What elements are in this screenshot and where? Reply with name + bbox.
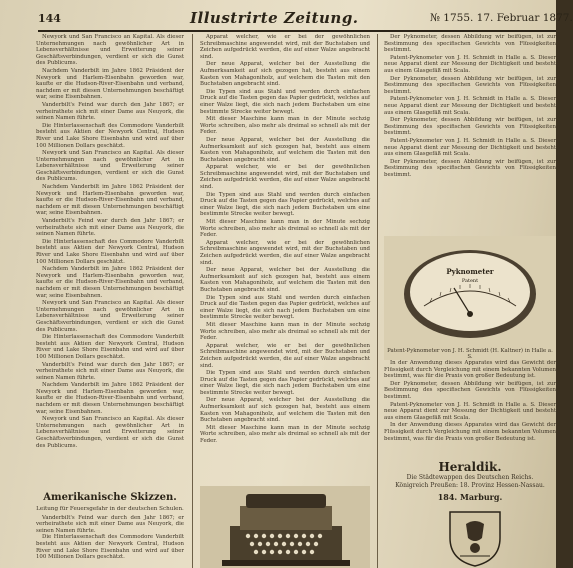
paragraph: Nachdem Vanderbilt im Jahre 1862 Präsident der Newyork und Harlem-Eisenbahn geworden war, kaufte er die Hudson-River-Eisenbahn und verband, nachdem er mit diesen Unternehmungen beschäftigt war, seine Eisenbahnen.	[36, 266, 184, 299]
column-1-section	[36, 490, 184, 568]
paragraph: Mit dieser Maschine kann man in der Minute sechzig Worte schreiben, also mehr als dreimal so schnell als mit der Feder.	[200, 116, 370, 136]
paragraph: Apparat welcher, wie er bei der gewöhnlichen Schreibmaschine angewendet wird, mit der Buchstaben und Zeichen aufgedrückt werden, die auf einer Walze angebracht sind.	[200, 239, 370, 266]
column-2	[200, 34, 370, 486]
paragraph: Apparat welcher, wie er bei der gewöhnlichen Schreibmaschine angewendet wird, mit der Buchstaben und Zeichen aufgedrückt werden, die auf einer Walze angebracht sind.	[200, 342, 370, 369]
paragraph: Der Pyknometer, dessen Abbildung wir beifügen, ist zur Bestimmung des specifischen Gewichts von Flüssigkeiten bestimmt.	[384, 117, 556, 137]
paragraph: Apparat welcher, wie er bei der gewöhnlichen Schreibmaschine angewendet wird, mit der Buchstaben und Zeichen aufgedrückt werden, die auf einer Walze angebracht sind.	[200, 164, 370, 191]
paragraph: Die Typen sind aus Stahl und werden durch einfachen Druck auf die Tasten gegen das Papier gedrückt, welches auf einer Walze liegt, die sich nach jedem Buchstaben um eine bestimmte Strecke weiter bewegt.	[200, 370, 370, 396]
section-subtitle: Leitung für Feuersgefahr in der deutschen Schulen.	[36, 506, 184, 512]
paragraph: Apparat welcher, wie er bei der gewöhnlichen Schreibmaschine angewendet wird, mit der Buchstaben und Zeichen aufgedrückt werden, die auf einer Walze angebracht sind.	[200, 34, 370, 60]
paragraph: Der Pyknometer, dessen Abbildung wir beifügen, ist zur Bestimmung des specifischen Gewichts von Flüssigkeiten bestimmt.	[384, 380, 556, 400]
masthead: Illustrirte Zeitung.	[190, 9, 359, 27]
paragraph: Die Typen sind aus Stahl und werden durch einfachen Druck auf die Tasten gegen das Papier gedrückt, welches auf einer Walze liegt, die sich nach jedem Buchstaben um eine bestimmte Strecke weiter bewegt.	[200, 88, 370, 115]
paragraph: Die Hinterlassenschaft des Commodore Vanderbilt besteht aus Aktien der Newyork Central, Hudson River und Lake Shore Eisenbahn und wird auf über 100 Millionen Dollars geschätzt.	[36, 122, 184, 149]
typewriter-illustration	[200, 486, 370, 568]
paragraph: Mit dieser Maschine kann man in der Minute sechzig Worte schreiben, also mehr als dreimal so schnell als mit der Feder.	[200, 424, 370, 445]
figure-label-top: Pyknometer	[446, 267, 494, 276]
paragraph: Die Hinterlassenschaft des Commodore Vanderbilt besteht aus Aktien der Newyork Central, Hudson River und Lake Shore Eisenbahn und wird auf über 100 Millionen Dollars geschätzt.	[36, 334, 184, 360]
paragraph: Nachdem Vanderbilt im Jahre 1862 Präsident der Newyork und Harlem-Eisenbahn geworden war, kaufte er die Hudson-River-Eisenbahn und verband, nachdem er mit diesen Unternehmungen beschäftigt war, seine Eisenbahnen.	[36, 382, 184, 415]
paragraph: Newyork und San Francisco an Kapital. Als dieser Unternehmungen nach gewöhnlicher Art in Lebensverhältnisse und Erweiterung seiner Geschäftsverbindungen, verdient er sich die Gunst des Publicums.	[36, 300, 184, 333]
coat-of-arms-illustration	[440, 508, 510, 568]
heraldik-entry: 184. Marburg.	[437, 492, 503, 502]
paragraph: Der Pyknometer, dessen Abbildung wir beifügen, ist zur Bestimmung des specifischen Gewichts von Flüssigkeiten bestimmt.	[384, 75, 556, 95]
figure-caption: Patent-Pyknometer von J. H. Schmidt (H. Kaltner) in Halle a. S.	[387, 348, 553, 360]
column-divider	[192, 34, 193, 568]
page-header	[38, 8, 573, 32]
paragraph: In der Anwendung dieses Apparates wird das Gewicht der Flüssigkeit durch Vergleichung mit einem bekannten Volumen bestimmt, was für die Praxis von großer Bedeutung ist.	[384, 422, 556, 442]
figure-label-bottom: Patent	[461, 278, 479, 284]
paragraph: Der neue Apparat, welcher bei der Ausstellung die Aufmerksamkeit auf sich gezogen hat, besteht aus einem Kasten von Mahagoniholz, auf welchem die Tasten mit den Buchstaben angebracht sind.	[200, 61, 370, 88]
paragraph: Newyork und San Francisco an Kapital. Als dieser Unternehmungen nach gewöhnlicher Art in Lebensverhältnisse und Erweiterung seiner Geschäftsverbindungen, verdient er sich die Gunst des Publicums.	[36, 416, 184, 449]
paragraph: Der Pyknometer, dessen Abbildung wir beifügen, ist zur Bestimmung des specifischen Gewichts von Flüssigkeiten bestimmt.	[384, 158, 556, 178]
paragraph: Nachdem Vanderbilt im Jahre 1862 Präsident der Newyork und Harlem-Eisenbahn geworden war, kaufte er die Hudson-River-Eisenbahn und verband, nachdem er mit diesen Unternehmungen beschäftigt war, seine Eisenbahnen.	[36, 184, 184, 217]
paragraph: Der neue Apparat, welcher bei der Ausstellung die Aufmerksamkeit auf sich gezogen hat, besteht aus einem Kasten von Mahagoniholz, auf welchem die Tasten mit den Buchstaben angebracht sind.	[200, 267, 370, 293]
paragraph: Patent-Pyknometer von J. H. Schmidt in Halle a. S. Dieser neue Apparat dient zur Messung der Dichtigkeit und besteht aus einem Glasgefäß mit Scala.	[384, 401, 556, 421]
column-3	[384, 34, 556, 234]
paragraph: Die Typen sind aus Stahl und werden durch einfachen Druck auf die Tasten gegen das Papier gedrückt, welches auf einer Walze liegt, die sich nach jedem Buchstaben um eine bestimmte Strecke weiter bewegt.	[200, 191, 370, 218]
paragraph: Patent-Pyknometer von J. H. Schmidt in Halle a. S. Dieser neue Apparat dient zur Messung der Dichtigkeit und besteht aus einem Glasgefäß mit Scala.	[384, 96, 556, 116]
paragraph: Newyork und San Francisco an Kapital. Als dieser Unternehmungen nach gewöhnlicher Art in Lebensverhältnisse und Erweiterung seiner Geschäftsverbindungen, verdient er sich die Gunst des Publicums.	[36, 150, 184, 183]
section-title: Amerikanische Skizzen.	[43, 492, 177, 503]
paragraph: Newyork und San Francisco an Kapital. Als dieser Unternehmungen nach gewöhnlicher Art in Lebensverhältnisse und Erweiterung seiner Geschäftsverbindungen, verdient er sich die Gunst des Publicums.	[36, 34, 184, 67]
paragraph: Mit dieser Maschine kann man in der Minute sechzig Worte schreiben, also mehr als dreimal so schnell als mit der Feder.	[200, 219, 370, 239]
paragraph: Vanderbilt's Feind war durch den Jahr 1867; er verheirathete sich mit einer Dame aus Neuyork, die seinen Namen führte.	[36, 101, 184, 122]
heraldik-title: Heraldik.	[438, 460, 502, 474]
paragraph: Die Typen sind aus Stahl und werden durch einfachen Druck auf die Tasten gegen das Papier gedrückt, welches auf einer Walze liegt, die sich nach jedem Buchstaben um eine bestimmte Strecke weiter bewegt.	[200, 294, 370, 321]
pyknometer-illustration	[384, 236, 556, 360]
column-3-continued	[384, 360, 556, 452]
page-number: 144	[38, 12, 61, 25]
paragraph: Patent-Pyknometer von J. H. Schmidt in Halle a. S. Dieser neue Apparat dient zur Messung der Dichtigkeit und besteht aus einem Glasgefäß mit Scala.	[384, 137, 556, 158]
paragraph: Der Pyknometer, dessen Abbildung wir beifügen, ist zur Bestimmung des specifischen Gewichts von Flüssigkeiten bestimmt.	[384, 34, 556, 54]
paragraph: Die Hinterlassenschaft des Commodore Vanderbilt besteht aus Aktien der Newyork Central, Hudson River und Lake Shore Eisenbahn und wird auf über 100 Millionen Dollars geschätzt.	[36, 238, 184, 265]
paragraph: Vanderbilt's Feind war durch den Jahr 1867; er verheirathete sich mit einer Dame aus Neuyork, die seinen Namen führte.	[36, 218, 184, 238]
paragraph: Patent-Pyknometer von J. H. Schmidt in Halle a. S. Dieser neue Apparat dient zur Messung der Dichtigkeit und besteht aus einem Glasgefäß mit Scala.	[384, 54, 556, 74]
paragraph: Die Hinterlassenschaft des Commodore Vanderbilt besteht aus Aktien der Newyork Central, Hudson River und Lake Shore Eisenbahn und wird auf über 100 Millionen Dollars geschätzt.	[36, 534, 184, 561]
paragraph: Vanderbilt's Feind war durch den Jahr 1867; er verheirathete sich mit einer Dame aus Neuyork, die seinen Namen führte.	[36, 361, 184, 381]
paragraph: Vanderbilt's Feind war durch den Jahr 1867; er verheirathete sich mit einer Dame aus Neuyork, die seinen Namen führte.	[36, 514, 184, 534]
heraldik-subtitle-2: Königreich Preußen: 18. Provinz Hessen-Nassau.	[395, 482, 545, 489]
paragraph: Mit dieser Maschine kann man in der Minute sechzig Worte schreiben, also mehr als dreimal so schnell als mit der Feder.	[200, 321, 370, 342]
paragraph: In der Anwendung dieses Apparates wird das Gewicht der Flüssigkeit durch Vergleichung mit einem bekannten Volumen bestimmt, was für die Praxis von großer Bedeutung ist.	[384, 360, 556, 380]
paragraph: Der neue Apparat, welcher bei der Ausstellung die Aufmerksamkeit auf sich gezogen hat, besteht aus einem Kasten von Mahagoniholz, auf welchem die Tasten mit den Buchstaben angebracht sind.	[200, 397, 370, 424]
paragraph: Der neue Apparat, welcher bei der Ausstellung die Aufmerksamkeit auf sich gezogen hat, besteht aus einem Kasten von Mahagoniholz, auf welchem die Tasten mit den Buchstaben angebracht sind.	[200, 136, 370, 163]
paragraph: Nachdem Vanderbilt im Jahre 1862 Präsident der Newyork und Harlem-Eisenbahn geworden war, kaufte er die Hudson-River-Eisenbahn und verband, nachdem er mit diesen Unternehmungen beschäftigt war, seine Eisenbahnen.	[36, 67, 184, 101]
column-divider	[377, 34, 378, 568]
column-1	[36, 34, 184, 486]
issue-info: № 1755. 17. Februar 1877.	[430, 12, 573, 24]
heraldik-subtitle: Die Städtewappen des Deutschen Reichs.	[406, 474, 534, 481]
